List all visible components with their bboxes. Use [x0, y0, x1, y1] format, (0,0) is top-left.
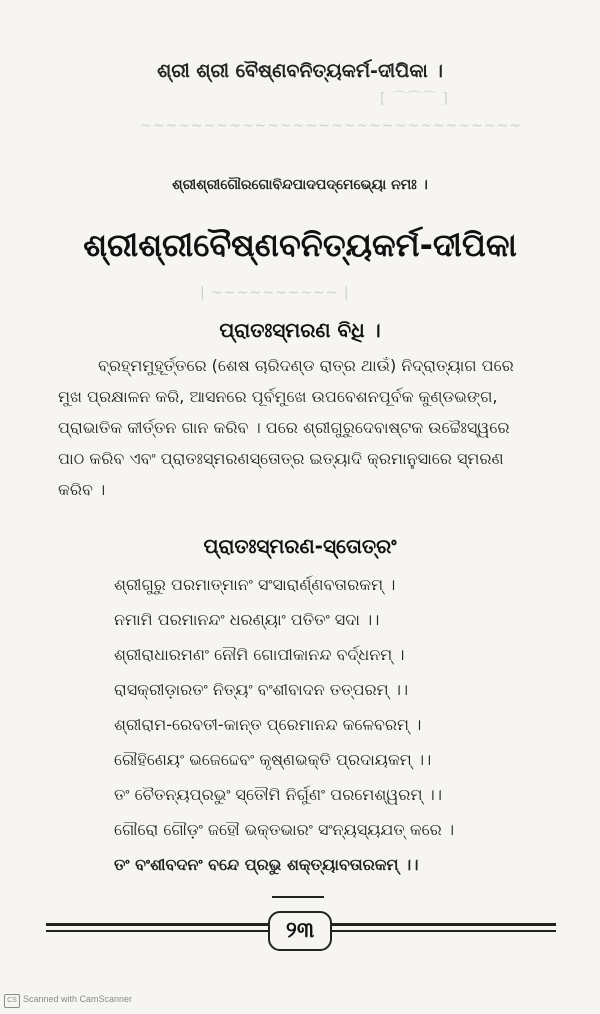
- paragraph-line: ମୁଖ ପ୍ରକ୍ଷାଳନ କରି, ଆସନରେ ପୂର୍ବମୁଖେ ଉପବେଶନପୂର୍ବକ କୁଣ୍ଡଭଙ୍ଗ,: [58, 387, 498, 406]
- page-title: ଶ୍ରୀଶ୍ରୀବୈଷ୍ଣବନିତ୍ୟକର୍ମ-ଦୀପିକା: [83, 226, 517, 264]
- paragraph-line: ବ୍ରହ୍ମମୁହୂର୍ତ୍ତରେ (ଶେଷ ଚାରିଦଣ୍ଡ ରାତ୍ର ଥାଉଁ) ନିଦ୍ରାତ୍ୟାଗ ପରେ: [98, 356, 514, 375]
- page-number: ୨୩: [268, 911, 332, 951]
- bleed-through-mark: ~~~~~~~~~~~~~~~~~~~~~~~~~~~~~~: [140, 118, 522, 134]
- verse-list: [114, 567, 534, 882]
- paragraph-procedure: [58, 350, 552, 505]
- scanner-watermark: [4, 994, 132, 1008]
- verse-line: ଗୌରୋ ଗୌଡ଼ଂ ଜହୌ ଭକ୍ତଭାରଂ ସଂନ୍ୟସ୍ୟଯତ୍ କରେ ।: [114, 820, 455, 839]
- paragraph-line: ପାଠ କରିବ ଏବଂ ପ୍ରାତଃସ୍ମରଣସ୍ତୋତ୍ର ଇତ୍ୟାଦି କ୍ରମାନୁସାରେ ସ୍ମରଣ: [58, 449, 504, 468]
- verse-line: ରୌହିଣେୟଂ ଭଜେଦ୍ଦେବଂ କୃଷ୍ଣଭକ୍ତି ପ୍ରଦାୟକମ୍ ।।: [114, 750, 432, 769]
- bleed-through-mark: [ ⌒⌒⌒ ]: [380, 91, 449, 107]
- section-divider: [272, 896, 324, 898]
- camscanner-logo-icon: CS: [4, 994, 20, 1008]
- bleed-through-mark: | ~~~~~~~~~~ |: [200, 285, 350, 301]
- verse-line: ରାସକ୍ରୀଡ଼ାରତଂ ନିତ୍ୟଂ ବଂଶୀବାଦନ ତତ୍ପରମ୍ ।।: [114, 680, 409, 699]
- paragraph-line: କରିବ ।: [58, 480, 106, 499]
- section-heading-morning-remembrance-procedure: ପ୍ରାତଃସ୍ମରଣ ବିଧି ।: [219, 318, 381, 342]
- verse-line: ଶ୍ରୀରାମ-ରେବତୀ-କାନ୍ତ ପ୍ରେମାନନ୍ଦ କଳେବରମ୍ ।: [114, 715, 422, 734]
- paragraph-line: ପ୍ରାଭାତିକ କୀର୍ତ୍ତନ ଗାନ କରିବ । ପରେ ଶ୍ରୀଗୁରୁଦେବାଷ୍ଟକ ଉଚ୍ଚୈଃସ୍ୱରେ: [58, 418, 510, 437]
- watermark-text: Scanned with CamScanner: [23, 994, 133, 1004]
- verse-line: ଶ୍ରୀଗୁରୁ ପରମାତ୍ମାନଂ ସଂସାରାର୍ଣ୍ଣବତାରକମ୍ ।: [114, 575, 396, 594]
- verse-line: ତଂ ବଂଶୀବଦନଂ ବନ୍ଦେ ପ୍ରଭୁ ଶକ୍ତ୍ୟାବତାରକମ୍ ।।: [114, 855, 419, 874]
- invocation-line: ଶ୍ରୀଶ୍ରୀଗୌରଗୋବିନ୍ଦପାଦପଦ୍ମେଭ୍ୟୋ ନମଃ ।: [172, 177, 428, 193]
- running-header: ଶ୍ରୀ ଶ୍ରୀ ବୈଷ୍ଣବନିତ୍ୟକର୍ମ-ଦୀପିକା ।: [157, 60, 443, 82]
- section-heading-morning-remembrance-hymn: ପ୍ରାତଃସ୍ମରଣ-ସ୍ତୋତ୍ରଂ: [203, 534, 397, 558]
- verse-line: ତଂ ଚୈତନ୍ୟପ୍ରଭୁଂ ସ୍ତୌମି ନିର୍ଗୁଣଂ ପରମେଶ୍ୱରମ୍ ।।: [114, 785, 442, 804]
- verse-line: ଶ୍ରୀରାଧାରମଣଂ ନୌମି ଗୋପୀକାନନ୍ଦ ବର୍ଦ୍ଧନମ୍ ।: [114, 645, 405, 664]
- verse-line: ନମାମି ପରମାନନ୍ଦଂ ଧରଣ୍ୟାଂ ପତିତଂ ସଦା ।।: [114, 610, 380, 629]
